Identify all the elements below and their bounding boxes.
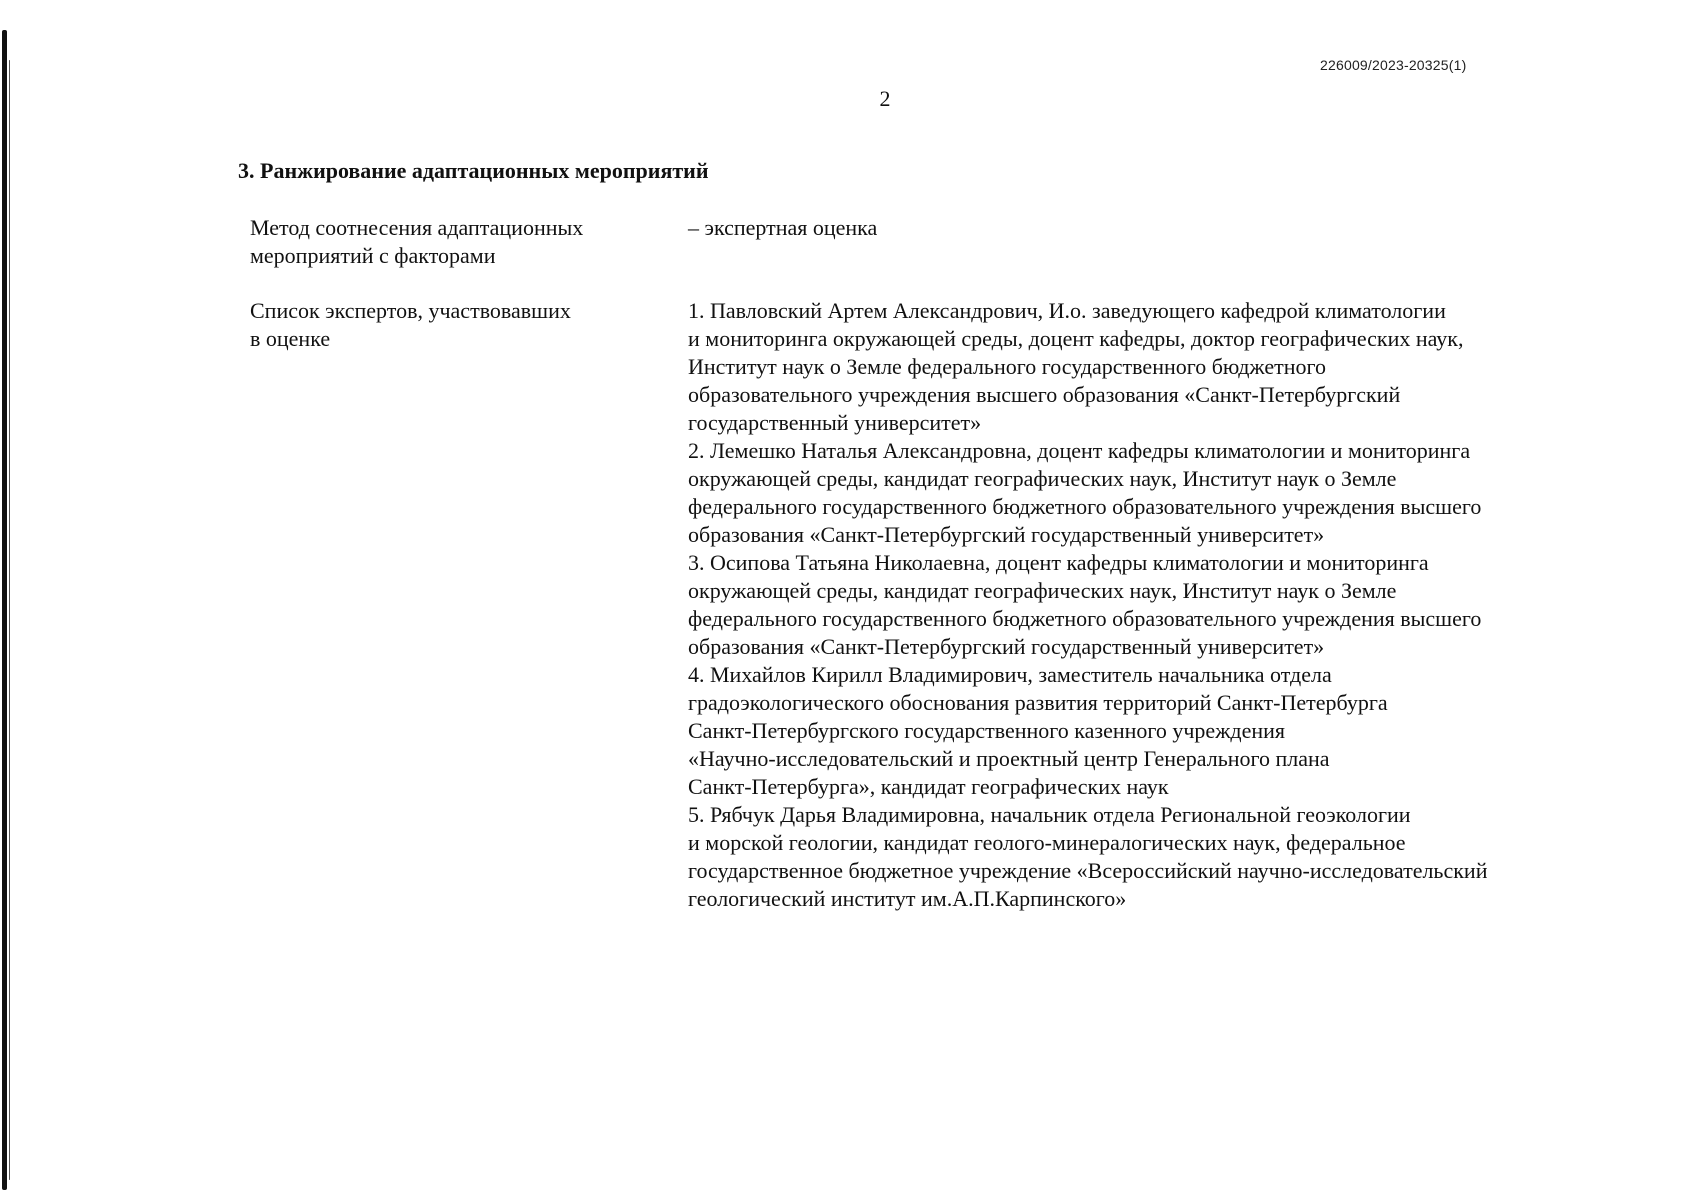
expert-line: федерального государственного бюджетного образовательного учреждения высшего [688, 606, 1482, 631]
expert-line: 2. Лемешко Наталья Александровна, доцент кафедры климатологии и мониторинга [688, 438, 1471, 463]
expert-line: образования «Санкт-Петербургский государственный университет» [688, 634, 1325, 659]
expert-line: окружающей среды, кандидат географических наук, Институт наук о Земле [688, 578, 1397, 603]
expert-line: и мониторинга окружающей среды, доцент кафедры, доктор географических наук, [688, 326, 1464, 351]
method-value-line: – экспертная оценка [688, 215, 878, 240]
experts-list [688, 297, 1578, 913]
expert-line: геологический институт им.А.П.Карпинского» [688, 886, 1127, 911]
expert-line: 1. Павловский Артем Александрович, И.о. заведующего кафедрой климатологии [688, 298, 1446, 323]
expert-line: и морской геологии, кандидат геолого-минералогических наук, федеральное [688, 830, 1406, 855]
experts-label [250, 297, 640, 353]
expert-line: образования «Санкт-Петербургский государственный университет» [688, 522, 1325, 547]
section-title: 3. Ранжирование адаптационных мероприятий [238, 158, 709, 183]
expert-line: «Научно-исследовательский и проектный центр Генерального плана [688, 746, 1330, 771]
expert-line: государственный университет» [688, 410, 982, 435]
method-label [250, 214, 640, 270]
expert-line: Институт наук о Земле федерального государственного бюджетного [688, 354, 1326, 379]
expert-line: федерального государственного бюджетного образовательного учреждения высшего [688, 494, 1482, 519]
experts-label-line: Список экспертов, участвовавших [250, 298, 571, 323]
expert-line: 4. Михайлов Кирилл Владимирович, заместитель начальника отдела [688, 662, 1332, 687]
expert-line: государственное бюджетное учреждение «Всероссийский научно-исследовательский [688, 858, 1488, 883]
expert-line: образовательного учреждения высшего образования «Санкт-Петербургский [688, 382, 1401, 407]
expert-line: 3. Осипова Татьяна Николаевна, доцент кафедры климатологии и мониторинга [688, 550, 1429, 575]
scan-edge-shadow [2, 30, 7, 1190]
expert-line: градоэкологического обоснования развития территорий Санкт-Петербурга [688, 690, 1388, 715]
expert-line: Санкт-Петербургского государственного казенного учреждения [688, 718, 1286, 743]
expert-line: окружающей среды, кандидат географических наук, Институт наук о Земле [688, 466, 1397, 491]
document-id: 226009/2023-20325(1) [1320, 57, 1467, 73]
method-label-line: мероприятий с факторами [250, 243, 496, 268]
method-label-line: Метод соотнесения адаптационных [250, 215, 584, 240]
experts-label-line: в оценке [250, 326, 331, 351]
method-value [688, 214, 1578, 242]
scan-edge-line [9, 60, 10, 1180]
page-number: 2 [879, 86, 891, 111]
expert-line: Санкт-Петербурга», кандидат географических наук [688, 774, 1169, 799]
expert-line: 5. Рябчук Дарья Владимировна, начальник отдела Региональной геоэкологии [688, 802, 1411, 827]
